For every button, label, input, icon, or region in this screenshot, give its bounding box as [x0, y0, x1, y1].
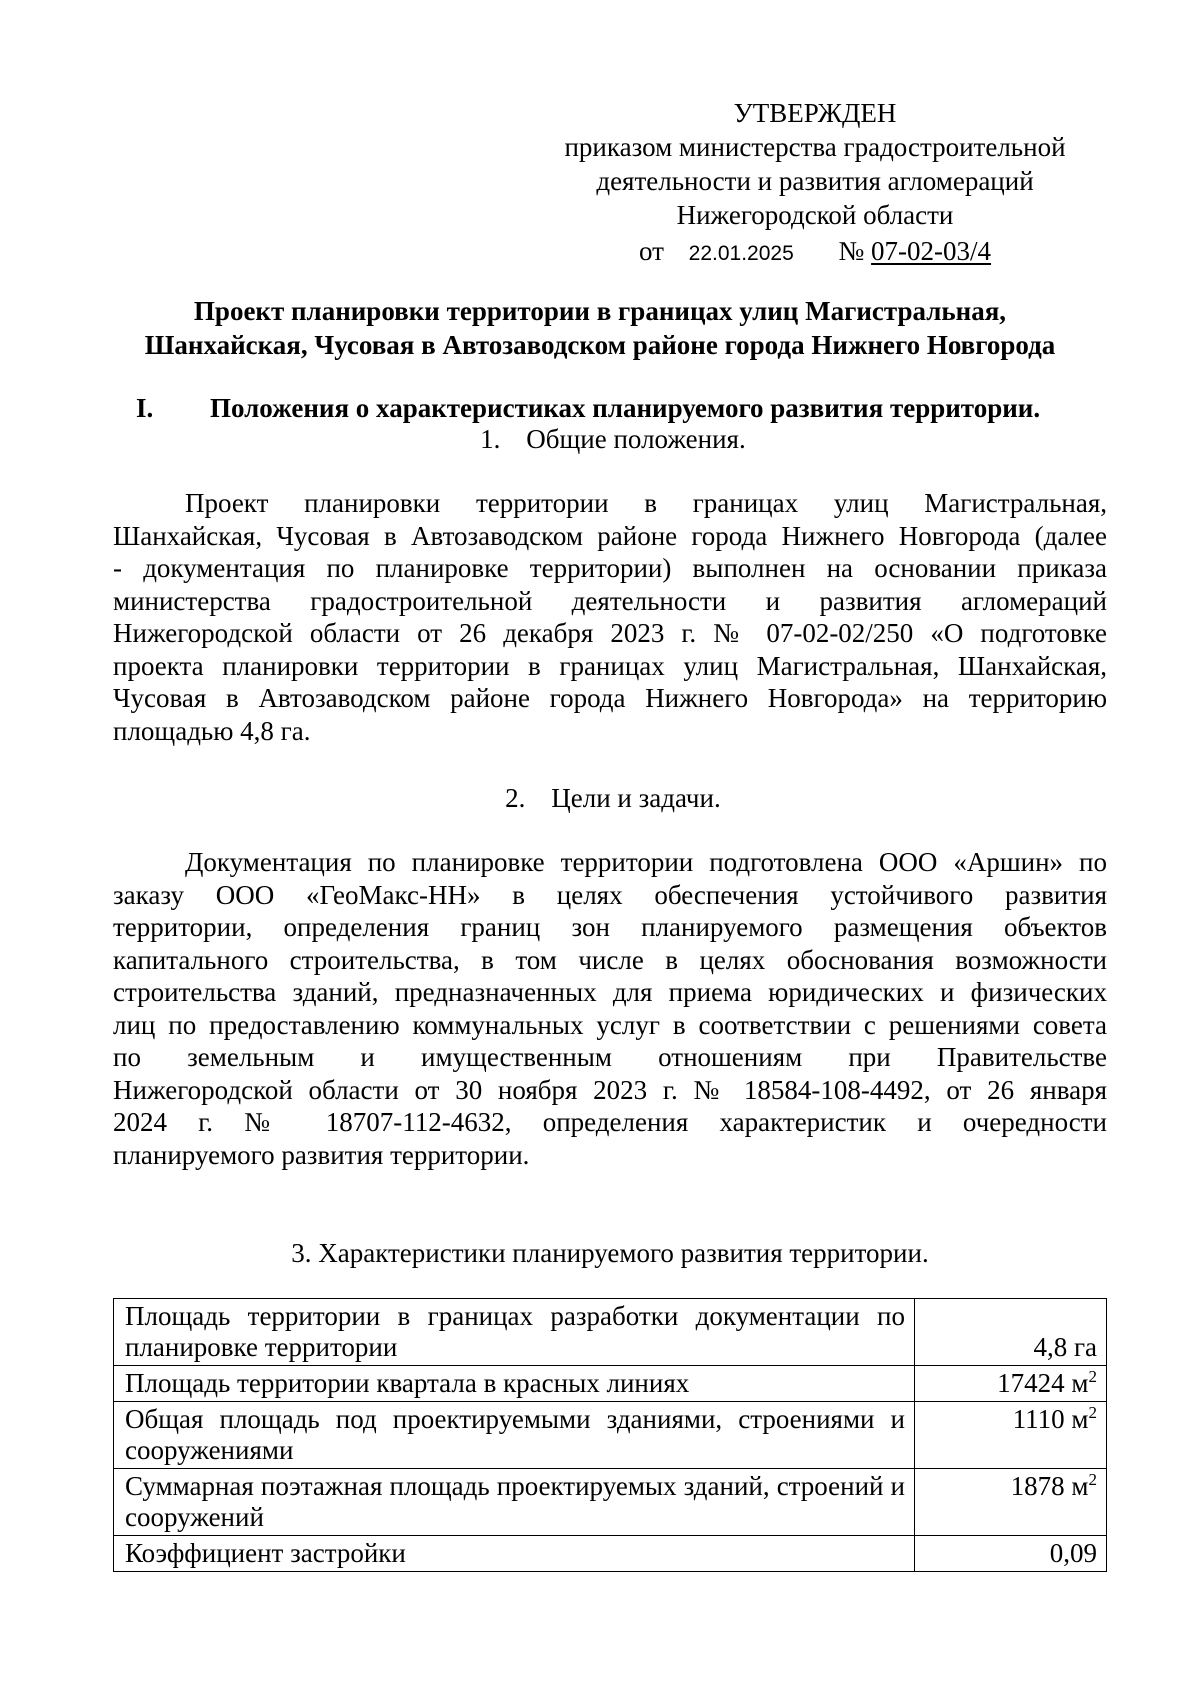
paragraph-line: 2024 г. № 18707-112-4632, определения характеристик и очередности [113, 1107, 1107, 1137]
paragraph-line: по земельным и имущественным отношениям при Правительстве [113, 1042, 1107, 1072]
paragraph-line: лиц по предоставлению коммунальных услуг в соответствии с решениями совета [113, 1009, 1107, 1040]
approval-date-line [530, 234, 1100, 271]
table-cell-value: 1110 $м^2$ [915, 1402, 1107, 1469]
approval-heading: УТВЕРЖДЕН [733, 98, 897, 128]
characteristics-table [113, 1298, 1107, 1572]
table-cell-name: Суммарная поэтажная площадь проектируемых зданий, строений и сооружений [114, 1469, 915, 1536]
title-line: Проект планировки территории в границах улиц Магистральная, [193, 296, 1007, 326]
table-cell-name: Общая площадь под проектируемыми зданиями, строениями и сооружениями [114, 1402, 915, 1469]
paragraph-line: Нижегородской области от 30 ноября 2023 г. № 18584-108-4492, от 26 января [113, 1074, 1107, 1105]
approval-stamp [530, 96, 1100, 271]
subsection-title: Общие положения. [526, 424, 746, 454]
subsection-number: 1. [480, 424, 501, 454]
section-heading [136, 393, 1040, 424]
subsection-number: 2. [505, 783, 526, 813]
paragraph-goals [113, 846, 1107, 1171]
table-row [114, 1402, 1107, 1469]
table-cell-name: Площадь территории квартала в красных линиях [114, 1366, 915, 1402]
paragraph-line: Шанхайская, Чусовая в Автозаводском районе города Нижнего Новгорода (далее [113, 520, 1107, 551]
paragraph-line: проекта планировки территории в границах улиц Магистральная, Шанхайская, [113, 650, 1107, 681]
table-cell-name: Площадь территории в границах разработки документации по планировке территории [114, 1299, 915, 1366]
paragraph-line: Нижегородской области от 26 декабря 2023 г. № 07-02-02/250 «О подготовке [113, 618, 1107, 648]
section-title: Положения о характеристиках планируемого развития территории. [210, 393, 1041, 423]
table-cell-value: 0,09 [915, 1536, 1107, 1572]
date-prefix: от [638, 236, 664, 266]
paragraph-line: площадью 4,8 га. [113, 715, 311, 746]
table-cell-value: 17424 $м^2$ [915, 1366, 1107, 1402]
table-row [114, 1366, 1107, 1402]
approval-date: 22.01.2025 [688, 242, 794, 265]
number-prefix: № [838, 236, 865, 266]
approval-line: Нижегородской области [676, 200, 954, 230]
section-number: I. [136, 393, 154, 423]
paragraph-line: планируемого развития территории. [113, 1139, 530, 1170]
paragraph-line: - документация по планировке территории) выполнен на основании приказа [113, 553, 1107, 583]
table-cell-value: 4,8 га [915, 1299, 1107, 1366]
table-cell-value: 1878 $м^2$ [915, 1469, 1107, 1536]
paragraph-line: строительства зданий, предназначенных для приема юридических и физических [113, 977, 1107, 1007]
table-row [114, 1536, 1107, 1572]
table-cell-name: Коэффициент застройки [114, 1536, 915, 1572]
subsection-heading-1 [100, 424, 1100, 455]
approval-line: деятельности и развития агломераций [596, 166, 1034, 196]
paragraph-line: капитального строительства, в том числе в целях обоснования возможности [113, 944, 1107, 975]
paragraph-general [113, 487, 1107, 747]
title-line: Шанхайская, Чусовая в Автозаводском районе города Нижнего Новгорода [144, 330, 1056, 360]
paragraph-line: заказу ООО «ГеоМакс-НН» в целях обеспечения устойчивого развития [113, 879, 1107, 910]
paragraph-line: министерства градостроительной деятельности и развития агломераций [113, 585, 1107, 616]
approval-number: 07-02-03/4 [871, 236, 992, 266]
subsection-title: Цели и задачи. [551, 783, 721, 813]
paragraph-line: территории, определения границ зон планируемого размещения объектов [113, 912, 1107, 942]
paragraph-line: Проект планировки территории в границах улиц Магистральная, [185, 488, 1107, 518]
table-row [114, 1299, 1107, 1366]
table-row [114, 1469, 1107, 1536]
paragraph-line: Документация по планировке территории подготовлена ООО «Аршин» по [185, 847, 1107, 877]
subsection-heading-2 [100, 783, 1100, 814]
document-title [100, 294, 1100, 362]
paragraph-line: Чусовая в Автозаводском районе города Нижнего Новгорода» на территорию [113, 683, 1107, 713]
approval-line: приказом министерства градостроительной [564, 132, 1066, 162]
subsection-heading-3: 3. Характеристики планируемого развития территории. [291, 1238, 929, 1268]
